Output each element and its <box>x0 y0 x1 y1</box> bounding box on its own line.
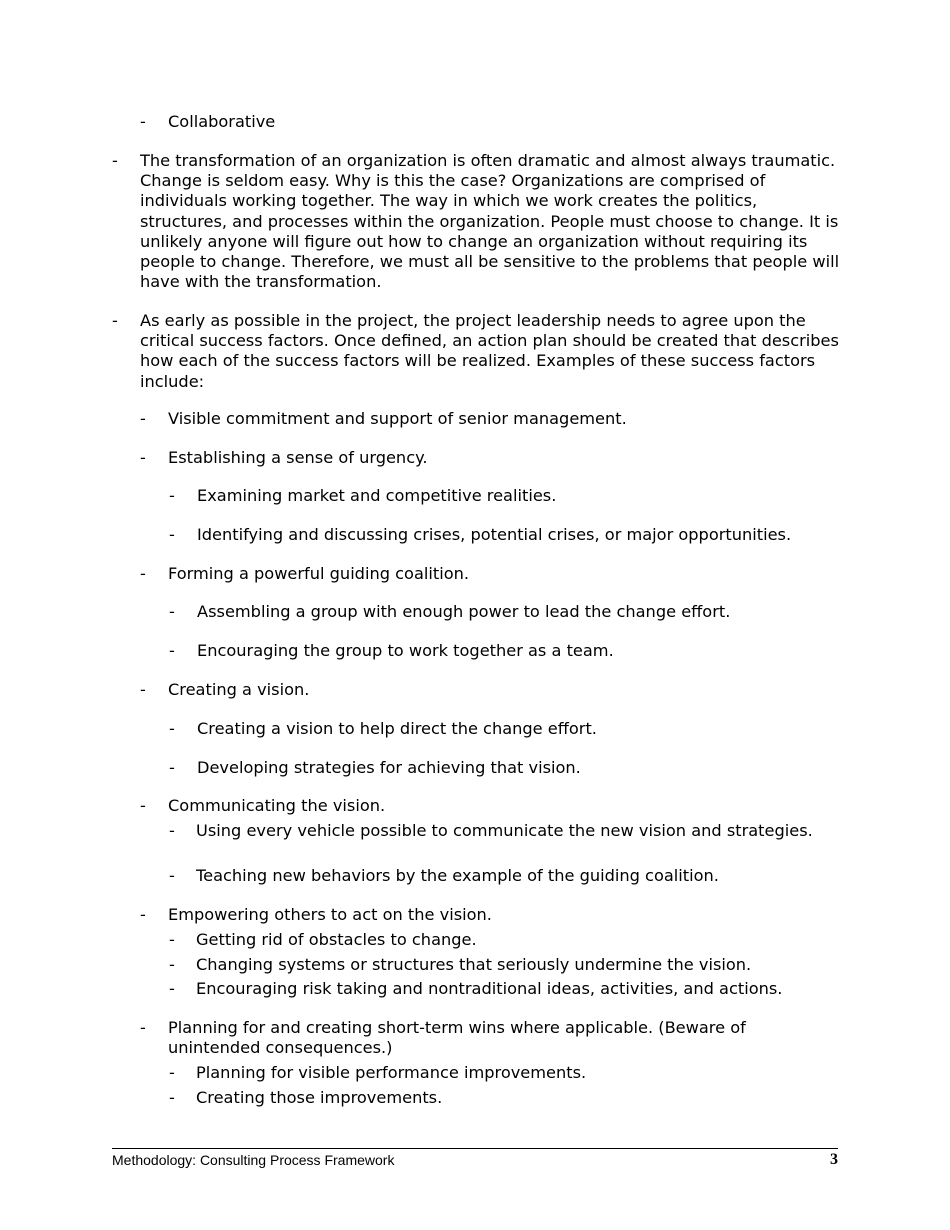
list-item <box>169 641 840 661</box>
list-item <box>169 930 816 950</box>
list-item <box>169 486 840 506</box>
footer-divider <box>112 1148 838 1149</box>
list-item-text: Teaching new behaviors by the example of the guiding coalition. <box>196 866 719 885</box>
bullet-dash: - <box>169 979 175 998</box>
list-item <box>140 448 840 468</box>
footer-title: Methodology: Consulting Process Framework <box>112 1152 395 1168</box>
list-item-text: Developing strategies for achieving that vision. <box>197 758 581 777</box>
list-item <box>140 564 840 584</box>
bullet-dash: - <box>112 311 118 330</box>
bullet-dash: - <box>140 112 146 131</box>
list-item-text: Forming a powerful guiding coalition. <box>168 564 470 583</box>
list-item <box>169 602 840 622</box>
list-item <box>140 112 840 132</box>
list-item <box>140 905 840 925</box>
bullet-dash: - <box>169 525 175 544</box>
list-item <box>169 866 816 886</box>
bullet-dash: - <box>169 758 175 777</box>
list-item-text: Examining market and competitive realities. <box>197 486 557 505</box>
list-item <box>112 151 840 292</box>
bullet-dash: - <box>169 602 175 621</box>
bullet-dash: - <box>140 905 146 924</box>
list-item-text: Communicating the vision. <box>168 796 386 815</box>
list-item <box>169 719 840 739</box>
list-item-text: Planning for and creating short-term wins where applicable. (Beware of unintended consequences.) <box>168 1018 746 1058</box>
bullet-dash: - <box>112 151 118 170</box>
list-item-text: As early as possible in the project, the project leadership needs to agree upon the critical success factors. Once defined, an action plan should be created that describes how each of the success factors will be realized. Examples of these success factors include: <box>140 311 839 391</box>
list-item-text: Encouraging the group to work together as a team. <box>197 641 614 660</box>
list-item <box>140 796 840 816</box>
list-item <box>169 1088 816 1108</box>
list-item-text: Getting rid of obstacles to change. <box>196 930 477 949</box>
list-item-text: Creating a vision to help direct the change effort. <box>197 719 597 738</box>
list-item-text: Creating a vision. <box>168 680 310 699</box>
bullet-dash: - <box>140 1018 146 1037</box>
bullet-dash: - <box>169 930 175 949</box>
bullet-dash: - <box>169 1088 175 1107</box>
list-item <box>140 680 840 700</box>
list-item-text: Collaborative <box>168 112 276 131</box>
list-item-text: Empowering others to act on the vision. <box>168 905 492 924</box>
list-item <box>169 758 840 778</box>
list-item <box>140 409 840 429</box>
bullet-dash: - <box>169 866 175 885</box>
bullet-dash: - <box>140 409 146 428</box>
list-item <box>169 1063 816 1083</box>
list-item <box>112 311 840 392</box>
bullet-dash: - <box>140 796 146 815</box>
list-item <box>169 979 836 999</box>
list-item-text: The transformation of an organization is often dramatic and almost always traumatic. Change is seldom easy. Why is this the case? Organizations are comprised of individuals working together. The way in which we work creates the politics, structures, and processes within the organization. People must choose to change. It is unlikely anyone will figure out how to change an organization without requiring its people to change. Therefore, we must all be sensitive to the problems that people will have with the transformation. <box>140 151 840 292</box>
list-item-text: Changing systems or structures that seriously undermine the vision. <box>196 955 752 974</box>
bullet-dash: - <box>169 955 175 974</box>
bullet-dash: - <box>140 448 146 467</box>
bullet-dash: - <box>169 821 175 840</box>
list-item-text: Planning for visible performance improvements. <box>196 1063 587 1082</box>
list-item <box>169 821 816 841</box>
bullet-dash: - <box>169 641 175 660</box>
list-item <box>169 955 816 975</box>
list-item-text: Using every vehicle possible to communicate the new vision and strategies. <box>196 821 813 840</box>
list-item <box>169 525 840 545</box>
bullet-dash: - <box>140 564 146 583</box>
list-item-text: Establishing a sense of urgency. <box>168 448 428 467</box>
bullet-dash: - <box>169 719 175 738</box>
bullet-dash: - <box>169 1063 175 1082</box>
list-item <box>140 1018 808 1058</box>
list-item-text: Assembling a group with enough power to lead the change effort. <box>197 602 731 621</box>
list-item-text: Creating those improvements. <box>196 1088 443 1107</box>
page-number: 3 <box>830 1151 838 1168</box>
bullet-dash: - <box>169 486 175 505</box>
bullet-dash: - <box>140 680 146 699</box>
list-item-text: Encouraging risk taking and nontraditional ideas, activities, and actions. <box>196 979 783 998</box>
list-item-text: Identifying and discussing crises, potential crises, or major opportunities. <box>197 525 792 544</box>
list-item-text: Visible commitment and support of senior management. <box>168 409 627 428</box>
